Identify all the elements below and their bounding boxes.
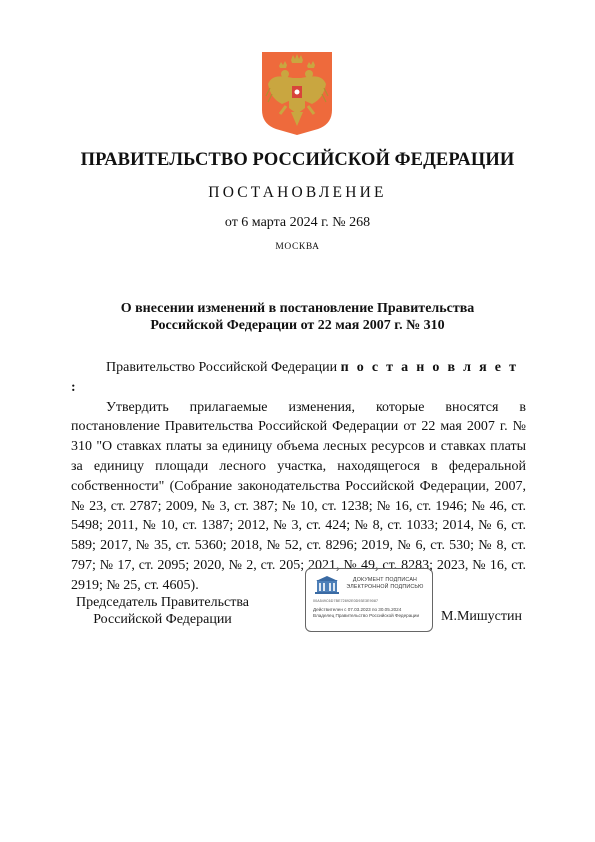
electronic-signature-stamp <box>305 568 433 632</box>
document-date-number: от 6 марта 2024 г. № 268 <box>224 215 371 230</box>
signatory-position-line-2: Российской Федерации <box>93 612 232 627</box>
intro-text: Правительство Российской Федерации <box>106 360 341 375</box>
document-subject <box>90 300 505 334</box>
intro-paragraph <box>71 358 526 398</box>
stamp-title-line-1: ДОКУМЕНТ ПОДПИСАН <box>352 577 418 583</box>
russian-coat-of-arms-icon <box>258 50 336 136</box>
document-body <box>71 358 526 596</box>
stamp-owner: Владелец Правительство Российской Федерации <box>313 613 420 618</box>
government-title: ПРАВИТЕЛЬСТВО РОССИЙСКОЙ ФЕДЕРАЦИИ <box>80 150 515 170</box>
subject-line-1: О внесении изменений в постановление Правительства <box>120 301 475 316</box>
decides-text: п о с т а н о в л я е т : <box>71 360 519 395</box>
signatory-position-line-1: Председатель Правительства <box>76 595 249 610</box>
government-building-icon <box>315 575 339 595</box>
main-paragraph: Утвердить прилагаемые изменения, которые вносятся в постановление Правительства Российской Федерации от 22 мая 2007 г. № 310 "О ставках платы за единицу объема лесных ресурсов и ставках платы за единицу площади лесного участка, находящегося в федеральной собственности" (Собрание законодательства Российской Федерации, 2007, № 23, ст. 2787; 2009, № 3, ст. 387; № 10, ст. 1238; № 16, ст. 1946; № 46, ст. 5498; 2011, № 10, ст. 1387; 2012, № 3, ст. 424; № 8, ст. 1033; 2014, № 6, ст. 589; 2017, № 35, ст. 5360; 2018, № 52, ст. 8296; 2019, № 6, ст. 530; № 8, ст. 797; № 17, ст. 2095; 2020, № 2, ст. 205; 2021, № 49, ст. 8283; 2023, № 16, ст. 2919; № 25, ст. 4605). <box>71 399 526 593</box>
signatory-position <box>70 594 255 628</box>
stamp-title <box>340 577 430 590</box>
subject-line-2: Российской Федерации от 22 мая 2007 г. № 310 <box>150 318 445 333</box>
document-city: МОСКВА <box>275 242 320 252</box>
signatory-name: М.Мишустин <box>441 609 522 624</box>
stamp-title-line-2: ЭЛЕКТРОННОЙ ПОДПИСЬЮ <box>346 583 424 590</box>
stamp-validity: Действителен с 07.03.2023 по 30.05.2024 <box>313 607 402 612</box>
document-type: ПОСТАНОВЛЕНИЕ <box>208 184 387 201</box>
stamp-certificate: 00A549C6D7BE72892E0D93E3E9087 <box>313 599 379 603</box>
